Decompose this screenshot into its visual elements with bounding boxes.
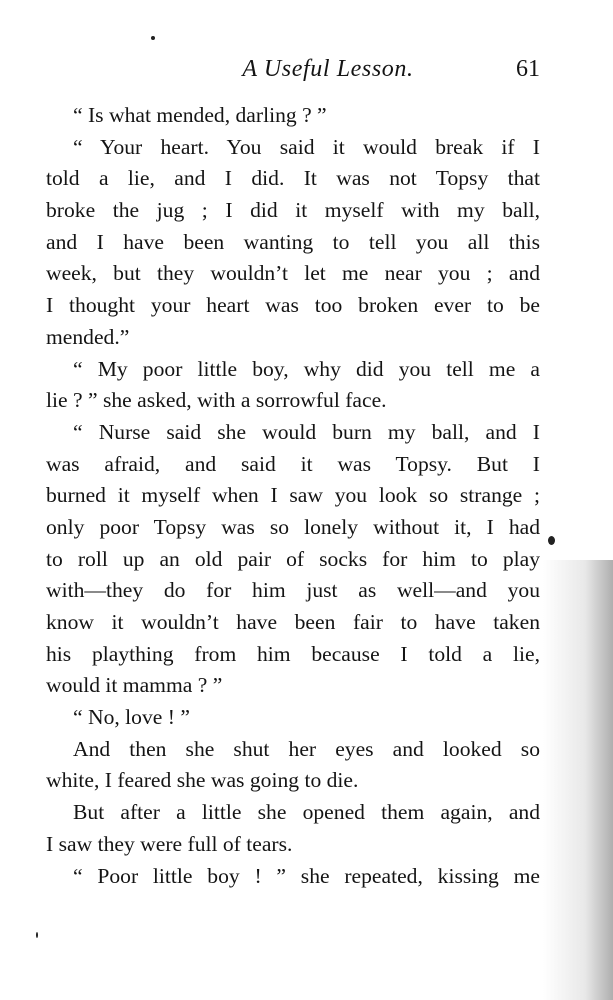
text-line: And then she shut her eyes and looked so <box>73 736 540 761</box>
paragraph-8 <box>46 861 540 893</box>
text-line: with—they do for him just as well—and you <box>46 578 540 603</box>
text-line: mended.” <box>46 324 130 349</box>
text-line: “ Is what mended, darling ? ” <box>73 103 327 127</box>
text-line: would it mamma ? ” <box>46 673 223 698</box>
text-line: “ No, love ! ” <box>73 705 190 730</box>
paragraph-6 <box>46 734 540 797</box>
text-line: “ My poor little boy, why did you tell me a <box>73 356 540 381</box>
page-edge-shadow <box>543 560 613 1000</box>
paragraph-4 <box>46 417 540 702</box>
ink-speck <box>36 932 38 938</box>
paragraph-7 <box>46 797 540 860</box>
text-line: only poor Topsy was so lonely without it, I had <box>46 514 540 539</box>
text-line: lie ? ” she asked, with a sorrowful face. <box>46 388 387 413</box>
paragraph-3 <box>46 354 540 417</box>
text-line: his plaything from him because I told a lie, <box>46 641 540 666</box>
text-line: was afraid, and said it was Topsy. But I <box>46 451 540 476</box>
text-line: white, I feared she was going to die. <box>46 768 359 793</box>
paragraph-1 <box>46 100 540 132</box>
text-line: and I have been wanting to tell you all this <box>46 229 540 254</box>
text-line: I thought your heart was too broken ever to be <box>46 293 540 318</box>
paragraph-5 <box>46 702 540 734</box>
text-line: “ Your heart. You said it would break if I <box>73 134 540 159</box>
ink-speck <box>548 536 555 545</box>
running-title: A Useful Lesson. <box>242 56 414 82</box>
text-line: to roll up an old pair of socks for him to play <box>46 546 540 571</box>
page-header <box>46 52 540 92</box>
paragraph-2 <box>46 132 540 354</box>
text-line: know it wouldn’t have been fair to have taken <box>46 610 540 634</box>
text-line: told a lie, and I did. It was not Topsy that <box>46 166 540 191</box>
body-text <box>46 100 540 892</box>
text-line: burned it myself when I saw you look so strange ; <box>46 483 540 508</box>
page-number: 61 <box>516 56 540 82</box>
text-line: week, but they wouldn’t let me near you ; and <box>46 261 540 286</box>
text-line: I saw they were full of tears. <box>46 831 293 856</box>
text-line: But after a little she opened them again, and <box>73 800 540 825</box>
text-line: “ Poor little boy ! ” she repeated, kissing me <box>73 863 540 888</box>
text-line: “ Nurse said she would burn my ball, and I <box>73 419 540 444</box>
text-line: broke the jug ; I did it myself with my ball, <box>46 198 540 223</box>
ink-speck <box>151 36 155 40</box>
